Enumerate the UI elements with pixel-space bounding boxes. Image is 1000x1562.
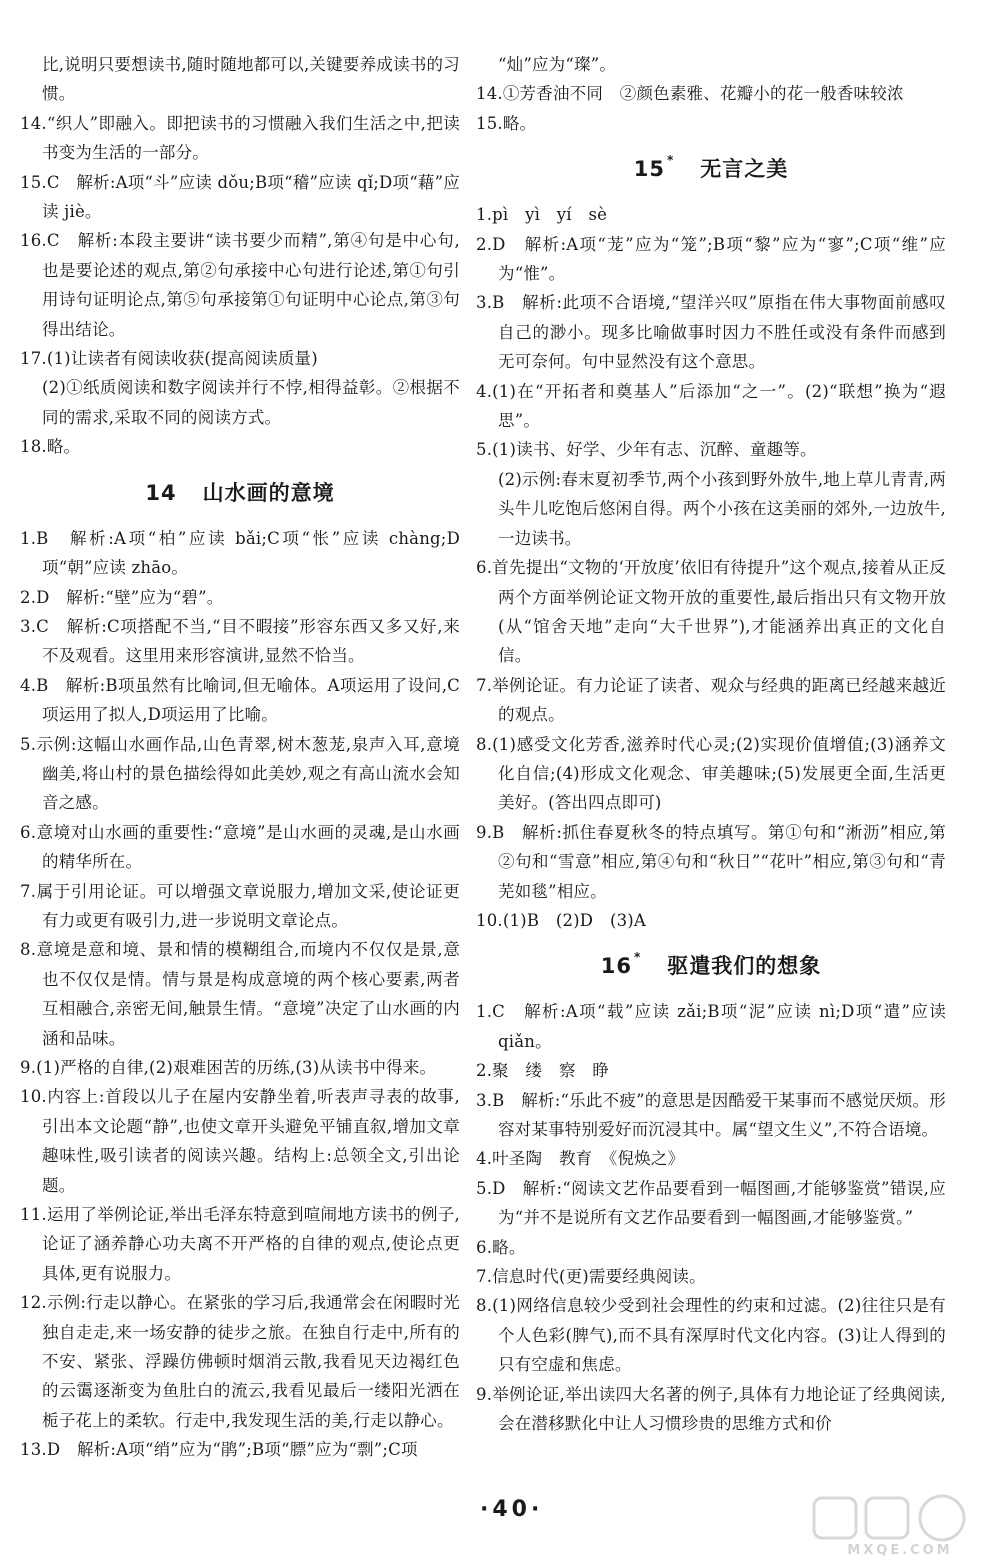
page-number-value: 40 <box>492 1497 531 1522</box>
answer-item: 2.D 解析:A项“茏”应为“笼”;B项“黎”应为“寥”;C项“维”应为“惟”。 <box>476 234 946 284</box>
answer-item: 14.“织人”即融入。即把读书的习惯融入我们生活之中,把读书变为生活的一部分。 <box>20 113 460 163</box>
answer-item: 7.信息时代(更)需要经典阅读。 <box>476 1267 706 1287</box>
answer-item: 12.示例:行走以静心。在紧张的学习后,我通常会在闲暇时光独自走走,来一场安静的徒步之旅。在独自行走中,所有的不安、紧张、浮躁仿佛顿时烟消云散,我看见天边褐红色的云霭逐渐变为鱼肚白的流云,我看见最后一缕阳光洒在栀子花上的柔软。行走中,我发现生活的美,行走以静心。 <box>20 1293 460 1430</box>
section-mark: * <box>666 153 675 168</box>
section-mark: * <box>633 950 642 965</box>
answer-item: 15.C 解析:A项“斗”应读 dǒu;B项“稽”应读 qǐ;D项“藉”应读 jiè。 <box>20 172 460 222</box>
answer-item: 4.(1)在“开拓者和奠基人”后添加“之一”。(2)“联想”换为“遐思”。 <box>476 381 946 431</box>
answer-item: (2)①纸质阅读和数字阅读并行不悖,相得益彰。②根据不同的需求,采取不同的阅读方式。 <box>42 378 460 427</box>
right-column <box>476 50 946 1438</box>
answer-item: 10.(1)B (2)D (3)A <box>476 910 647 930</box>
answer-item: 3.C 解析:C项搭配不当,“目不暇接”形容东西又多又好,来不及观看。这里用来形容演讲,显然不恰当。 <box>20 616 460 666</box>
answer-item: 2.聚 缕 察 睁 <box>476 1061 610 1081</box>
page-number: ·40· <box>480 1497 544 1522</box>
answer-item: 3.B 解析:此项不合语境,“望洋兴叹”原指在伟大事物面前感叹自己的渺小。现多比喻做事时因力不胜任或没有条件而感到无可奈何。句中显然没有这个意思。 <box>476 293 946 372</box>
answer-item: 4.B 解析:B项虽然有比喻词,但无喻体。A项运用了设问,C项运用了拟人,D项运用了比喻。 <box>20 675 460 725</box>
answer-item: 7.举例论证。有力论证了读者、观众与经典的距离已经越来越近的观点。 <box>476 675 946 725</box>
section-number: 15 <box>633 157 665 182</box>
answer-item: 10.内容上:首段以儿子在屋内安静坐着,听表声寻表的故事,引出本文论题“静”,也使文章开头避免平铺直叙,增加文章趣味性,吸引读者的阅读兴趣。结构上:总领全文,引出论题。 <box>20 1087 460 1195</box>
answer-item: 18.略。 <box>20 437 81 457</box>
answer-item: 14.①芳香油不同 ②颜色素雅、花瓣小的花一般香味较浓 <box>476 84 904 104</box>
section-number: 16 <box>600 954 632 979</box>
section-number: 14 <box>145 480 177 505</box>
answer-item: 1.C 解析:A项“载”应读 zǎi;B项“泥”应读 nì;D项“遣”应读 qiǎn。 <box>476 1002 946 1051</box>
answer-item: 6.略。 <box>476 1237 526 1257</box>
answer-item: 8.(1)网络信息较少受到社会理性的约束和过滤。(2)往往只是有个人色彩(脾气),而不具有深厚时代文化内容。(3)让人得到的只有空虚和焦虑。 <box>476 1296 946 1375</box>
section-title: 山水画的意境 <box>202 480 335 505</box>
answer-item: 8.(1)感受文化芳香,滋养时代心灵;(2)实现价值增值;(3)涵养文化自信;(4)形成文化观念、审美趣味;(5)发展更全面,生活更美好。(答出四点即可) <box>476 734 946 813</box>
answer-item: 6.意境对山水画的重要性:“意境”是山水画的灵魂,是山水画的精华所在。 <box>20 822 460 872</box>
section-heading <box>20 462 460 524</box>
section-title: 无言之美 <box>700 157 789 182</box>
answer-item: 1.pì yì yí sè <box>476 205 608 225</box>
watermark-logo <box>810 1492 990 1560</box>
answer-item: 8.意境是意和境、景和情的模糊组合,而境内不仅仅是景,意也不仅仅是情。情与景是构成意境的两个核心要素,两者互相融合,亲密无间,触景生情。“意境”决定了山水画的内涵和品味。 <box>20 940 460 1048</box>
section-title: 驱遣我们的想象 <box>667 954 822 979</box>
section-heading <box>476 935 946 997</box>
answer-item: 4.叶圣陶 教育 《倪焕之》 <box>476 1149 685 1169</box>
left-column <box>20 50 460 1465</box>
answer-item: 9.(1)严格的自律,(2)艰难困苦的历练,(3)从读书中得来。 <box>20 1058 437 1077</box>
answer-item: 17.(1)让读者有阅读收获(提高阅读质量) <box>20 349 318 369</box>
answer-item: “灿”应为“璨”。 <box>498 55 617 74</box>
answer-item: 1.B 解析:A项“柏”应读 bǎi;C项“怅”应读 chàng;D项“朝”应读 zhāo。 <box>20 528 460 578</box>
answer-item: 7.属于引用论证。可以增强文章说服力,增加文采,使论证更有力或更有吸引力,进一步说明文章论点。 <box>20 881 460 930</box>
answer-item: 5.(1)读书、好学、少年有志、沉醉、童趣等。 <box>476 440 817 460</box>
answer-item: 2.D 解析:“壁”应为“碧”。 <box>20 587 224 607</box>
answer-item: 5.示例:这幅山水画作品,山色青翠,树木葱茏,泉声入耳,意境幽美,将山村的景色描绘得如此美妙,观之有高山流水会知音之感。 <box>20 734 460 813</box>
answer-item: 比,说明只要想读书,随时随地都可以,关键要养成读书的习惯。 <box>42 55 460 104</box>
answer-item: 13.D 解析:A项“绡”应为“鹃”;B项“膘”应为“剽”;C项 <box>20 1440 418 1460</box>
section-heading <box>476 138 946 200</box>
answer-item: 15.略。 <box>476 113 537 133</box>
answer-item: 11.运用了举例论证,举出毛泽东特意到喧闹地方读书的例子,论证了涵养静心功夫离不开严格的自律的观点,使论点更具体,更有说服力。 <box>20 1205 460 1283</box>
answer-item: 16.C 解析:本段主要讲“读书要少而精”,第④句是中心句,也是要论述的观点,第②句承接中心句进行论述,第①句引用诗句证明论点,第⑤句承接第①句证明中心论点,第③句得出结论。 <box>20 231 460 339</box>
svg-text:MXQE.COM: MXQE.COM <box>847 1543 953 1558</box>
answer-item: 6.首先提出“文物的‘开放度’依旧有待提升”这个观点,接着从正反两个方面举例论证文物开放的重要性,最后指出只有文物开放(从“馆舍天地”走向“大千世界”),才能涵养出真正的文化自信。 <box>476 558 946 666</box>
answer-item: 9.B 解析:抓住春夏秋冬的特点填写。第①句和“淅沥”相应,第②句和“雪意”相应,第④句和“秋日”“花叶”相应,第③句和“青芜如毯”相应。 <box>476 822 946 901</box>
answer-item: 9.举例论证,举出读四大名著的例子,具体有力地论证了经典阅读,会在潜移默化中让人习惯珍贵的思维方式和价 <box>476 1384 946 1434</box>
answer-item: 3.B 解析:“乐此不疲”的意思是因酷爱干某事而不感觉厌烦。形容对某事特别爱好而沉浸其中。属“望文生义”,不符合语境。 <box>476 1090 946 1139</box>
answer-item: (2)示例:春末夏初季节,两个小孩到野外放牛,地上草儿青青,两头牛儿吃饱后悠闲自得。两个小孩在这美丽的郊外,一边放牛,一边读书。 <box>498 469 946 548</box>
answer-item: 5.D 解析:“阅读文艺作品要看到一幅图画,才能够鉴赏”错误,应为“并不是说所有文艺作品要看到一幅图画,才能够鉴赏。” <box>476 1178 946 1228</box>
